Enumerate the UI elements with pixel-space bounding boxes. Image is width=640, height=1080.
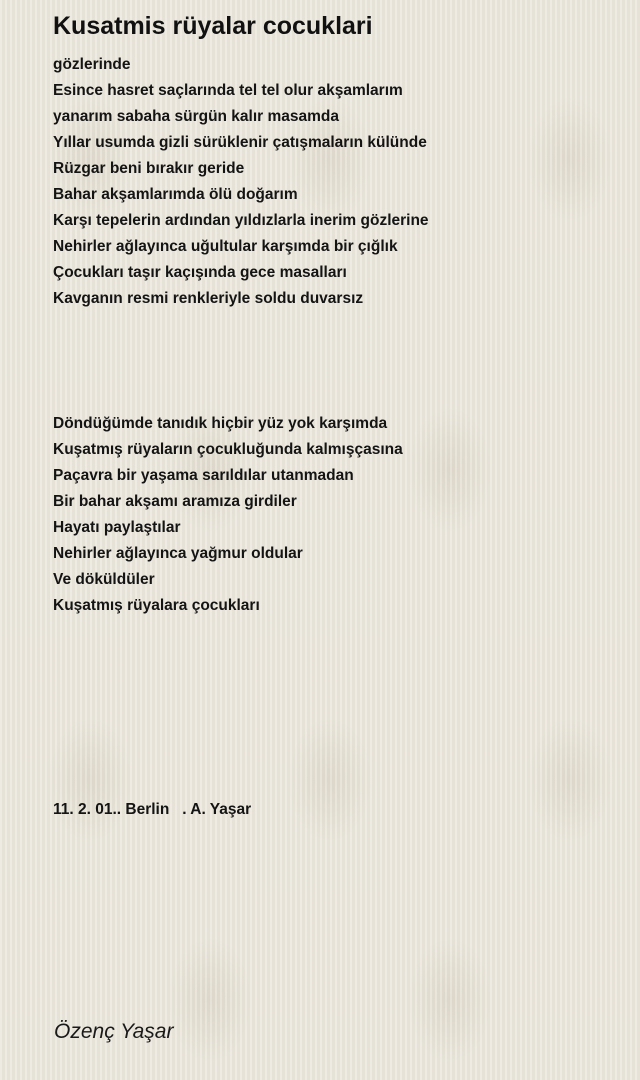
poem-line: Esince hasret saçlarında tel tel olur akşamlarım — [53, 82, 403, 99]
poem-line: Döndüğümde tanıdık hiçbir yüz yok karşımda — [53, 415, 388, 432]
poem-title: Kusatmis rüyalar cocuklari — [53, 12, 373, 40]
poem-line: Çocukları taşır kaçışında gece masalları — [53, 264, 347, 281]
poem-line: Kuşatmış rüyaların çocukluğunda kalmışçasına — [53, 441, 403, 458]
poem-line: Paçavra bir yaşama sarıldılar utanmadan — [53, 467, 354, 484]
poem-line: Ve döküldüler — [53, 571, 155, 588]
poem-line: Kuşatmış rüyalara çocukları — [53, 597, 260, 614]
poem-line: Kavganın resmi renkleriyle soldu duvarsız — [53, 290, 364, 307]
author-name: Özenç Yaşar — [54, 1020, 174, 1043]
stanza-1 — [53, 52, 429, 312]
poem-line: Rüzgar beni bırakır geride — [53, 160, 245, 177]
date-place-signature: 11. 2. 01.. Berlin . A. Yaşar — [53, 801, 252, 818]
poem-line: Nehirler ağlayınca uğultular karşımda bir çığlık — [53, 238, 398, 255]
poem-line: Yıllar usumda gizli sürüklenir çatışmaların külünde — [53, 134, 427, 151]
poem-line: Hayatı paylaştılar — [53, 519, 181, 536]
poem-line: gözlerinde — [53, 56, 131, 73]
poem-line: Bahar akşamlarımda ölü doğarım — [53, 186, 298, 203]
poem-line: Bir bahar akşamı aramıza girdiler — [53, 493, 297, 510]
stanza-2 — [53, 411, 403, 619]
poem-line: Karşı tepelerin ardından yıldızlarla inerim gözlerine — [53, 212, 429, 229]
poem-line: yanarım sabaha sürgün kalır masamda — [53, 108, 340, 125]
poem-line: Nehirler ağlayınca yağmur oldular — [53, 545, 303, 562]
